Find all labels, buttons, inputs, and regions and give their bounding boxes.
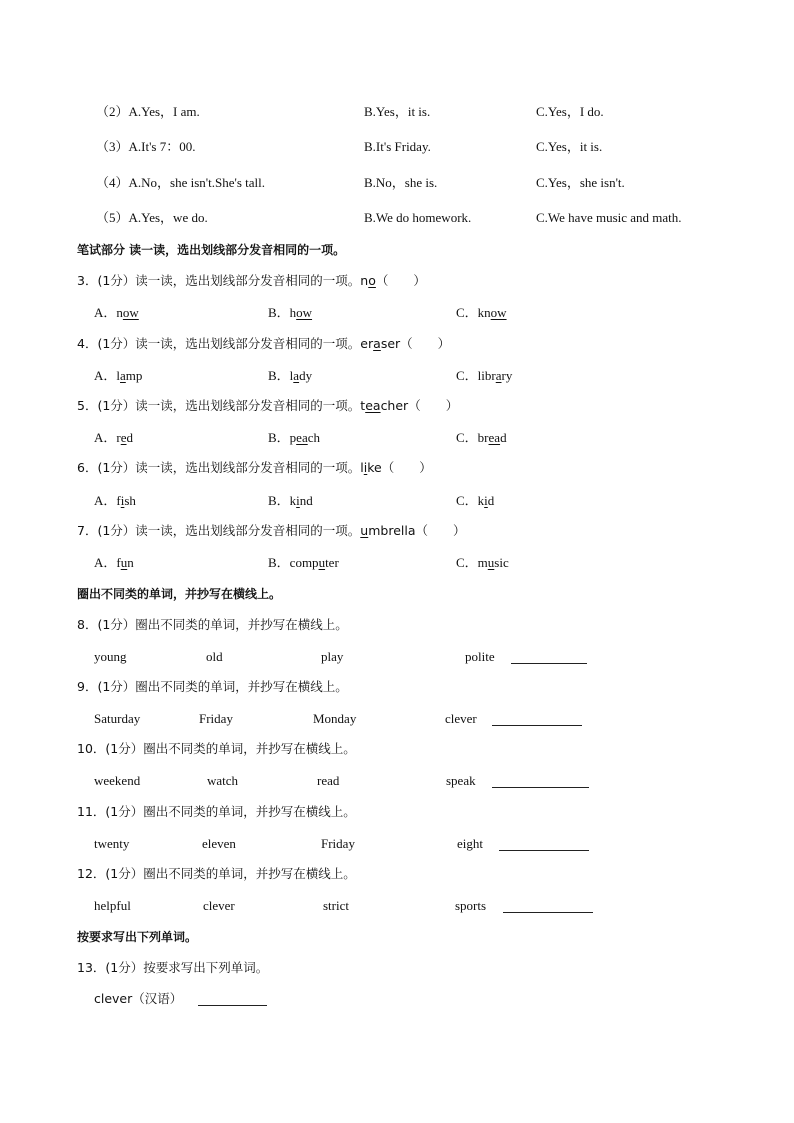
word-option[interactable]: Friday <box>199 711 233 726</box>
answer-blank[interactable] <box>503 912 593 913</box>
question-stem: 3．(1分）读一读，选出划线部分发音相同的一项。no（ ） <box>77 273 426 288</box>
word-option[interactable]: old <box>206 649 223 664</box>
answer-blank[interactable] <box>198 1005 267 1006</box>
section-heading-write-words: 按要求写出下列单词。 <box>77 930 198 944</box>
word-option[interactable]: watch <box>207 773 239 788</box>
word-prompt: clever（汉语） <box>94 991 183 1006</box>
answer-choice[interactable]: C．library <box>456 368 513 383</box>
answer-choice[interactable]: B．lady <box>268 368 313 383</box>
question-stem: 7．(1分）读一读，选出划线部分发音相同的一项。umbrella（ ） <box>77 523 466 538</box>
q2-option-b: B.Yes，it is. <box>364 104 431 119</box>
question-stem: 9．(1分）圈出不同类的单词，并抄写在横线上。 <box>77 679 348 694</box>
q5-option-b: B.We do homework. <box>364 210 472 225</box>
word-option[interactable]: clever <box>445 711 477 726</box>
question-stem: 4．(1分）读一读，选出划线部分发音相同的一项。eraser（ ） <box>77 336 451 351</box>
answer-choice[interactable]: B．computer <box>268 555 339 570</box>
answer-blank[interactable] <box>511 663 587 664</box>
answer-choice[interactable]: B．kind <box>268 493 313 508</box>
answer-choice[interactable]: A．fun <box>94 555 134 570</box>
word-option[interactable]: weekend <box>94 773 141 788</box>
answer-choice[interactable]: A．lamp <box>94 368 143 383</box>
question-stem: 5．(1分）读一读，选出划线部分发音相同的一项。teacher（ ） <box>77 398 459 413</box>
q4-option-a: （4）A.No，she isn't.She's tall. <box>96 175 265 190</box>
section-heading-phonics: 笔试部分 读一读，选出划线部分发音相同的一项。 <box>77 243 346 257</box>
word-option[interactable]: read <box>317 773 340 788</box>
word-option[interactable]: clever <box>203 898 235 913</box>
q2-option-a: （2）A.Yes，I am. <box>96 104 200 119</box>
question-stem: 8．(1分）圈出不同类的单词，并抄写在横线上。 <box>77 617 348 632</box>
answer-choice[interactable]: A．fish <box>94 493 136 508</box>
section-heading-odd-one-out: 圈出不同类的单词，并抄写在横线上。 <box>77 587 282 601</box>
q5-option-c: C.We have music and math. <box>536 210 682 225</box>
word-option[interactable]: Saturday <box>94 711 141 726</box>
answer-choice[interactable]: C．bread <box>456 430 507 445</box>
q4-option-c: C.Yes，she isn't. <box>536 175 625 190</box>
answer-choice[interactable]: C．know <box>456 305 507 320</box>
word-option[interactable]: Monday <box>313 711 357 726</box>
answer-choice[interactable]: B．peach <box>268 430 320 445</box>
answer-choice[interactable]: A．red <box>94 430 134 445</box>
word-option[interactable]: play <box>321 649 344 664</box>
word-option[interactable]: Friday <box>321 836 355 851</box>
q3-option-a: （3）A.It's 7：00. <box>96 139 196 154</box>
q3-option-b: B.It's Friday. <box>364 139 431 154</box>
word-option[interactable]: eleven <box>202 836 236 851</box>
q2-option-c: C.Yes，I do. <box>536 104 604 119</box>
answer-blank[interactable] <box>499 850 589 851</box>
word-option[interactable]: sports <box>455 898 487 913</box>
word-option[interactable]: polite <box>465 649 495 664</box>
answer-choice[interactable]: A．now <box>94 305 139 320</box>
question-stem: 11．(1分）圈出不同类的单词，并抄写在横线上。 <box>77 804 356 819</box>
question-stem: 10．(1分）圈出不同类的单词，并抄写在横线上。 <box>77 741 356 756</box>
answer-choice[interactable]: C．kid <box>456 493 495 508</box>
word-option[interactable]: eight <box>457 836 483 851</box>
answer-blank[interactable] <box>492 787 589 788</box>
answer-choice[interactable]: C．music <box>456 555 509 570</box>
word-option[interactable]: helpful <box>94 898 131 913</box>
question-stem: 6．(1分）读一读，选出划线部分发音相同的一项。like（ ） <box>77 460 432 475</box>
word-option[interactable]: twenty <box>94 836 130 851</box>
word-option[interactable]: speak <box>446 773 476 788</box>
answer-blank[interactable] <box>492 725 582 726</box>
q3-option-c: C.Yes，it is. <box>536 139 603 154</box>
word-option[interactable]: young <box>94 649 127 664</box>
question-stem: 13．(1分）按要求写出下列单词。 <box>77 960 269 975</box>
answer-choice[interactable]: B．how <box>268 305 313 320</box>
q5-option-a: （5）A.Yes，we do. <box>96 210 208 225</box>
q4-option-b: B.No，she is. <box>364 175 438 190</box>
word-option[interactable]: strict <box>323 898 349 913</box>
question-stem: 12．(1分）圈出不同类的单词，并抄写在横线上。 <box>77 866 356 881</box>
